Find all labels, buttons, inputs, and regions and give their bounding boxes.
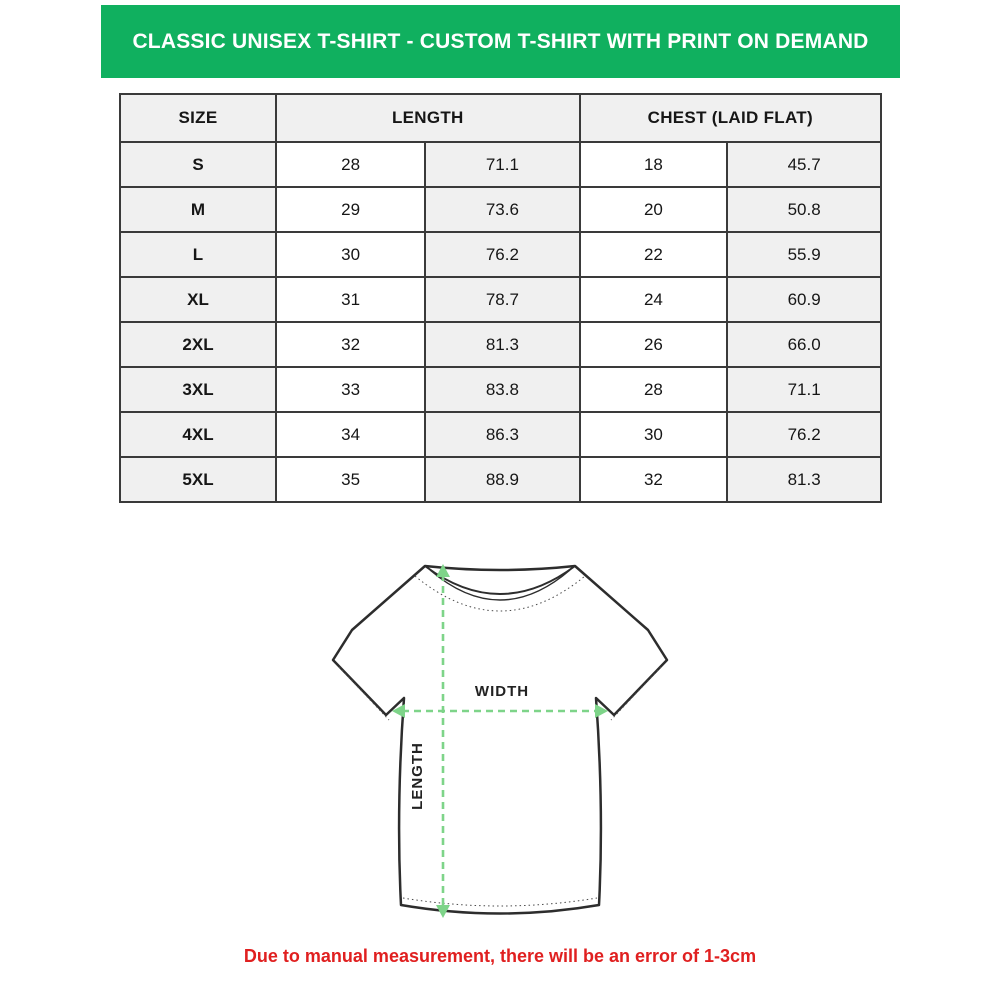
length-label: LENGTH — [409, 742, 426, 810]
page-title: CLASSIC UNISEX T-SHIRT - CUSTOM T-SHIRT WITH PRINT ON DEMAND — [132, 29, 869, 53]
table-row — [120, 277, 881, 322]
table-row — [120, 457, 881, 502]
size-cell: 3XL — [120, 367, 276, 412]
measurement-cell: 76.2 — [727, 412, 881, 457]
measurement-cell: 32 — [580, 457, 728, 502]
table-row — [120, 367, 881, 412]
measurement-cell: 71.1 — [727, 367, 881, 412]
measurement-cell: 50.8 — [727, 187, 881, 232]
measurement-cell: 55.9 — [727, 232, 881, 277]
title-banner — [101, 5, 900, 78]
measurement-cell: 26 — [580, 322, 728, 367]
measurement-cell: 22 — [580, 232, 728, 277]
size-cell: 2XL — [120, 322, 276, 367]
col-header-length: LENGTH — [276, 94, 580, 142]
measurement-cell: 66.0 — [727, 322, 881, 367]
header-row — [120, 94, 881, 142]
measurement-cell: 31 — [276, 277, 425, 322]
size-cell: XL — [120, 277, 276, 322]
measurement-cell: 29 — [276, 187, 425, 232]
col-header-size: SIZE — [120, 94, 276, 142]
size-cell: S — [120, 142, 276, 187]
table-row — [120, 232, 881, 277]
measurement-cell: 86.3 — [425, 412, 579, 457]
size-table — [119, 93, 882, 503]
table-row — [120, 187, 881, 232]
measurement-cell: 28 — [580, 367, 728, 412]
size-cell: M — [120, 187, 276, 232]
measurement-cell: 28 — [276, 142, 425, 187]
measurement-cell: 71.1 — [425, 142, 579, 187]
tshirt-outline — [333, 566, 667, 914]
measurement-cell: 32 — [276, 322, 425, 367]
tshirt-illustration — [330, 548, 670, 938]
measurement-cell: 18 — [580, 142, 728, 187]
measurement-cell: 33 — [276, 367, 425, 412]
size-table-body — [120, 142, 881, 502]
measurement-cell: 30 — [580, 412, 728, 457]
measurement-cell: 35 — [276, 457, 425, 502]
measurement-cell: 30 — [276, 232, 425, 277]
measurement-cell: 76.2 — [425, 232, 579, 277]
size-cell: 4XL — [120, 412, 276, 457]
size-cell: 5XL — [120, 457, 276, 502]
tshirt-diagram — [330, 548, 670, 938]
measurement-cell: 81.3 — [425, 322, 579, 367]
measurement-cell: 73.6 — [425, 187, 579, 232]
measurement-cell: 60.9 — [727, 277, 881, 322]
measurement-cell: 20 — [580, 187, 728, 232]
measurement-cell: 81.3 — [727, 457, 881, 502]
size-cell: L — [120, 232, 276, 277]
table-row — [120, 322, 881, 367]
measurement-cell: 34 — [276, 412, 425, 457]
col-header-chest: CHEST (LAID FLAT) — [580, 94, 881, 142]
measurement-cell: 24 — [580, 277, 728, 322]
measurement-cell: 78.7 — [425, 277, 579, 322]
width-label: WIDTH — [474, 683, 530, 700]
measurement-cell: 88.9 — [425, 457, 579, 502]
size-table-head — [120, 94, 881, 142]
table-row — [120, 142, 881, 187]
measurement-cell: 83.8 — [425, 367, 579, 412]
measurement-cell: 45.7 — [727, 142, 881, 187]
measurement-disclaimer: Due to manual measurement, there will be an error of 1-3cm — [243, 946, 757, 966]
table-row — [120, 412, 881, 457]
